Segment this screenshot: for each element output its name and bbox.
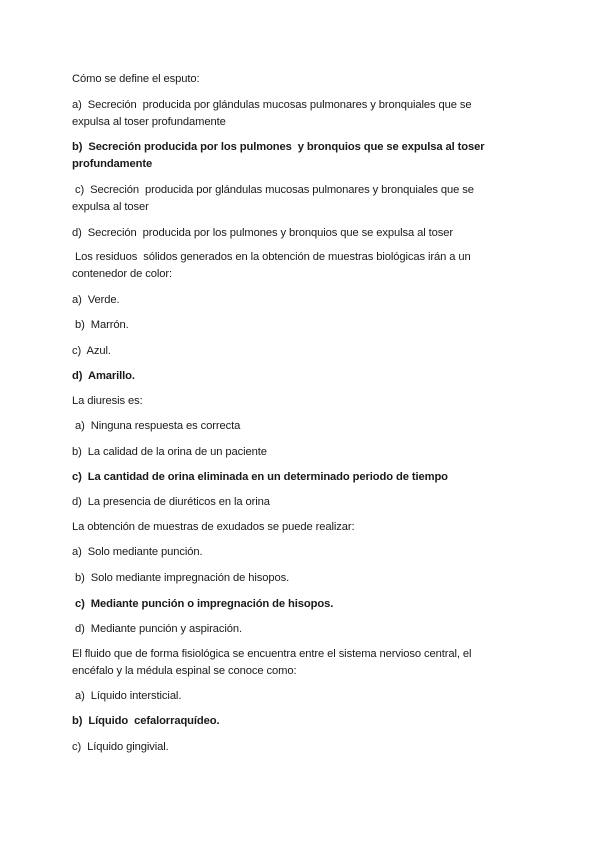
- question-3-option-a: a) Ninguna respuesta es correcta: [72, 420, 241, 432]
- question-1-option-c-cont: expulsa al toser: [72, 201, 149, 213]
- question-5-option-c: c) Líquido gingivial.: [72, 741, 169, 753]
- question-2-prompt-cont: contenedor de color:: [72, 268, 172, 280]
- question-3-option-c-correct: c) La cantidad de orina eliminada en un determinado periodo de tiempo: [72, 471, 448, 483]
- question-2-option-c: c) Azul.: [72, 345, 111, 357]
- question-1-option-a: a) Secreción producida por glándulas mucosas pulmonares y bronquiales que se: [72, 99, 472, 111]
- question-3-prompt: La diuresis es:: [72, 395, 143, 407]
- question-2-option-d-correct: d) Amarillo.: [72, 370, 135, 382]
- question-5-prompt: El fluido que de forma fisiológica se encuentra entre el sistema nervioso central, el: [72, 648, 472, 660]
- question-2-option-b: b) Marrón.: [72, 319, 129, 331]
- question-2-prompt: Los residuos sólidos generados en la obtención de muestras biológicas irán a un: [72, 251, 471, 263]
- question-5-option-a: a) Líquido intersticial.: [72, 690, 182, 702]
- question-4-option-c-correct: c) Mediante punción o impregnación de hisopos.: [72, 598, 334, 610]
- question-3-option-d: d) La presencia de diuréticos en la orina: [72, 496, 270, 508]
- question-1-prompt: Cómo se define el esputo:: [72, 73, 200, 85]
- question-2-option-a: a) Verde.: [72, 294, 120, 306]
- question-1-option-b-correct: b) Secreción producida por los pulmones y bronquios que se expulsa al toser: [72, 141, 485, 153]
- question-5-prompt-cont: encéfalo y la médula espinal se conoce como:: [72, 665, 297, 677]
- question-1-option-c: c) Secreción producida por glándulas mucosas pulmonares y bronquiales que se: [72, 184, 474, 196]
- question-4-prompt: La obtención de muestras de exudados se puede realizar:: [72, 521, 355, 533]
- question-3-option-b: b) La calidad de la orina de un paciente: [72, 446, 267, 458]
- question-1-option-a-cont: expulsa al toser profundamente: [72, 116, 226, 128]
- question-4-option-b: b) Solo mediante impregnación de hisopos.: [72, 572, 290, 584]
- question-5-option-b-correct: b) Líquido cefalorraquídeo.: [72, 715, 220, 727]
- question-1-option-b-cont: profundamente: [72, 158, 153, 170]
- question-4-option-d: d) Mediante punción y aspiración.: [72, 623, 243, 635]
- question-4-option-a: a) Solo mediante punción.: [72, 546, 203, 558]
- question-1-option-d: d) Secreción producida por los pulmones y bronquios que se expulsa al toser: [72, 227, 453, 239]
